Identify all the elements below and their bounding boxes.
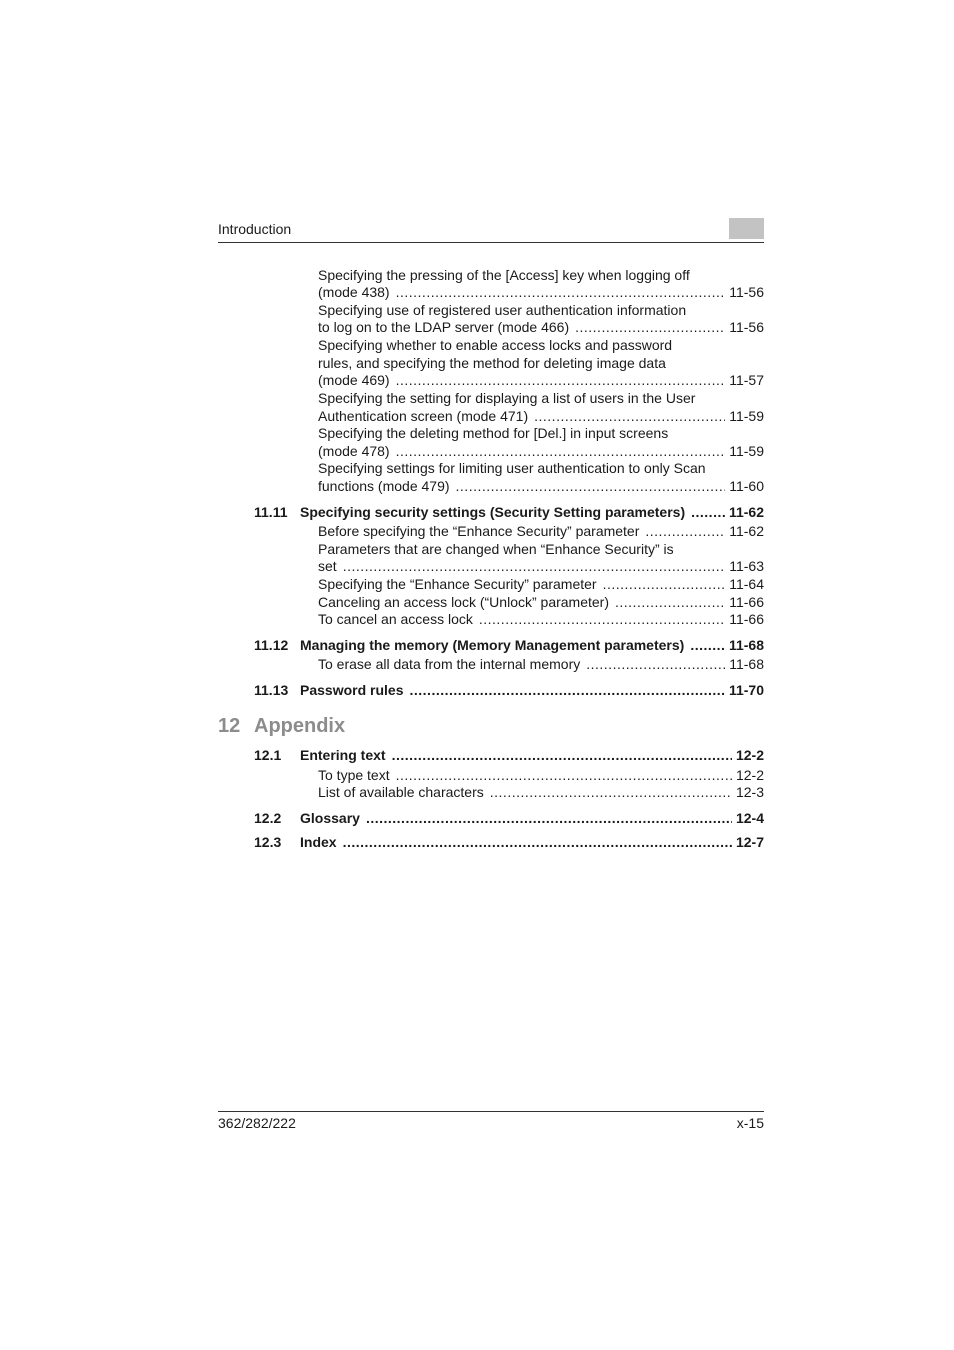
toc-section-title: Managing the memory (Memory Management parameters) xyxy=(300,637,685,653)
toc-page-number: 11-56 xyxy=(729,284,764,300)
leader-dots xyxy=(615,593,725,611)
toc-section-title: Entering text xyxy=(300,747,386,763)
toc-page-number: 11-60 xyxy=(729,478,764,494)
toc-section-title: Specifying security settings (Security Setting parameters) xyxy=(300,504,686,520)
toc-page-number: 11-63 xyxy=(729,558,764,574)
toc-entry[interactable] xyxy=(318,477,764,495)
toc-entry-line: Specifying whether to enable access locks and password xyxy=(318,337,673,353)
toc-entry-text: Authentication screen (mode 471) xyxy=(318,408,529,424)
leader-dots xyxy=(645,522,725,540)
toc-entry[interactable] xyxy=(318,575,764,593)
leader-dots xyxy=(396,442,726,460)
toc-section-entry[interactable] xyxy=(300,681,764,699)
toc-entry-text: functions (mode 479) xyxy=(318,478,450,494)
toc-page-number: 11-62 xyxy=(728,504,764,520)
toc-entry-text: set xyxy=(318,558,337,574)
chapter-title[interactable]: Appendix xyxy=(254,715,346,737)
toc-entry-text: to log on to the LDAP server (mode 466) xyxy=(318,319,570,335)
toc-entry[interactable] xyxy=(318,557,764,575)
toc-section-entry[interactable] xyxy=(300,833,764,851)
toc-entry-text: (mode 469) xyxy=(318,372,390,388)
chapter-number: 12 xyxy=(218,715,241,737)
toc-entry-text: To type text xyxy=(318,767,390,783)
toc-page-number: 12-2 xyxy=(735,767,764,783)
toc-section-number: 12.2 xyxy=(254,810,282,826)
toc-entry-text: Canceling an access lock (“Unlock” parameter) xyxy=(318,594,609,610)
toc-entry-text: (mode 478) xyxy=(318,443,390,459)
toc-section-number: 12.1 xyxy=(254,747,282,763)
toc-page-number: 11-68 xyxy=(729,656,764,672)
toc-entry-text: List of available characters xyxy=(318,784,484,800)
leader-dots xyxy=(586,655,725,673)
toc-entry-text: To cancel an access lock xyxy=(318,611,473,627)
toc-page-number: 11-70 xyxy=(728,682,764,698)
toc-entry[interactable] xyxy=(318,283,764,301)
header-tab-marker xyxy=(729,218,764,239)
leader-dots xyxy=(392,746,732,764)
toc-entry-text: To erase all data from the internal memory xyxy=(318,656,581,672)
toc-section-number: 11.13 xyxy=(254,682,289,698)
leader-dots xyxy=(396,766,732,784)
toc-section-number: 11.11 xyxy=(254,504,288,520)
footer-divider xyxy=(218,1111,764,1112)
leader-dots xyxy=(490,783,732,801)
leader-dots xyxy=(575,318,725,336)
toc-entry-line: Specifying the pressing of the [Access] key when logging off xyxy=(318,267,690,283)
toc-entry-text: (mode 438) xyxy=(318,284,390,300)
toc-page-number: 11-56 xyxy=(729,319,764,335)
toc-entry-line: Specifying use of registered user authentication information xyxy=(318,302,687,318)
toc-entry-line: Specifying the deleting method for [Del.] in input screens xyxy=(318,425,669,441)
leader-dots xyxy=(456,477,726,495)
toc-entry-line: Specifying settings for limiting user authentication to only Scan xyxy=(318,460,706,476)
toc-section-title: Glossary xyxy=(300,810,360,826)
toc-entry[interactable] xyxy=(318,371,764,389)
leader-dots xyxy=(396,371,726,389)
leader-dots xyxy=(343,557,726,575)
toc-entry[interactable] xyxy=(318,522,764,540)
toc-page-number: 12-3 xyxy=(735,784,764,800)
toc-entry-line: rules, and specifying the method for deleting image data xyxy=(318,355,666,371)
leader-dots xyxy=(366,809,732,827)
toc-page-number: 11-64 xyxy=(729,576,764,592)
toc-section-entry[interactable] xyxy=(300,636,764,654)
header-divider xyxy=(218,242,764,243)
leader-dots xyxy=(691,503,725,521)
toc-entry[interactable] xyxy=(318,783,764,801)
running-header: Introduction xyxy=(218,221,292,237)
footer-page-number: x-15 xyxy=(736,1115,764,1131)
toc-entry-text: Specifying the “Enhance Security” parameter xyxy=(318,576,597,592)
leader-dots xyxy=(690,636,725,654)
toc-entry[interactable] xyxy=(318,593,764,611)
toc-entry[interactable] xyxy=(318,766,764,784)
toc-entry-line: Parameters that are changed when “Enhance Security” is xyxy=(318,541,674,557)
toc-entry[interactable] xyxy=(318,407,764,425)
toc-entry[interactable] xyxy=(318,610,764,628)
leader-dots xyxy=(343,833,732,851)
toc-section-entry[interactable] xyxy=(300,746,764,764)
leader-dots xyxy=(410,681,725,699)
toc-page-number: 11-62 xyxy=(729,523,764,539)
toc-page-number: 11-59 xyxy=(729,443,764,459)
toc-page-number: 12-4 xyxy=(735,810,764,826)
leader-dots xyxy=(603,575,726,593)
toc-page-number: 12-7 xyxy=(735,834,764,850)
toc-page-number: 12-2 xyxy=(735,747,764,763)
leader-dots xyxy=(479,610,725,628)
leader-dots xyxy=(534,407,725,425)
toc-entry[interactable] xyxy=(318,318,764,336)
toc-section-entry[interactable] xyxy=(300,503,764,521)
toc-section-number: 12.3 xyxy=(254,834,282,850)
toc-page-number: 11-57 xyxy=(729,372,764,388)
toc-section-title: Password rules xyxy=(300,682,404,698)
toc-section-number: 11.12 xyxy=(254,637,289,653)
toc-section-title: Index xyxy=(300,834,337,850)
toc-page-number: 11-68 xyxy=(728,637,764,653)
toc-page-number: 11-66 xyxy=(729,611,764,627)
toc-entry-text: Before specifying the “Enhance Security” parameter xyxy=(318,523,640,539)
toc-entry[interactable] xyxy=(318,442,764,460)
toc-section-entry[interactable] xyxy=(300,809,764,827)
footer-model: 362/282/222 xyxy=(218,1115,296,1131)
toc-page-number: 11-59 xyxy=(729,408,764,424)
leader-dots xyxy=(396,283,726,301)
toc-entry[interactable] xyxy=(318,655,764,673)
toc-page-number: 11-66 xyxy=(729,594,764,610)
toc-entry-line: Specifying the setting for displaying a list of users in the User xyxy=(318,390,696,406)
